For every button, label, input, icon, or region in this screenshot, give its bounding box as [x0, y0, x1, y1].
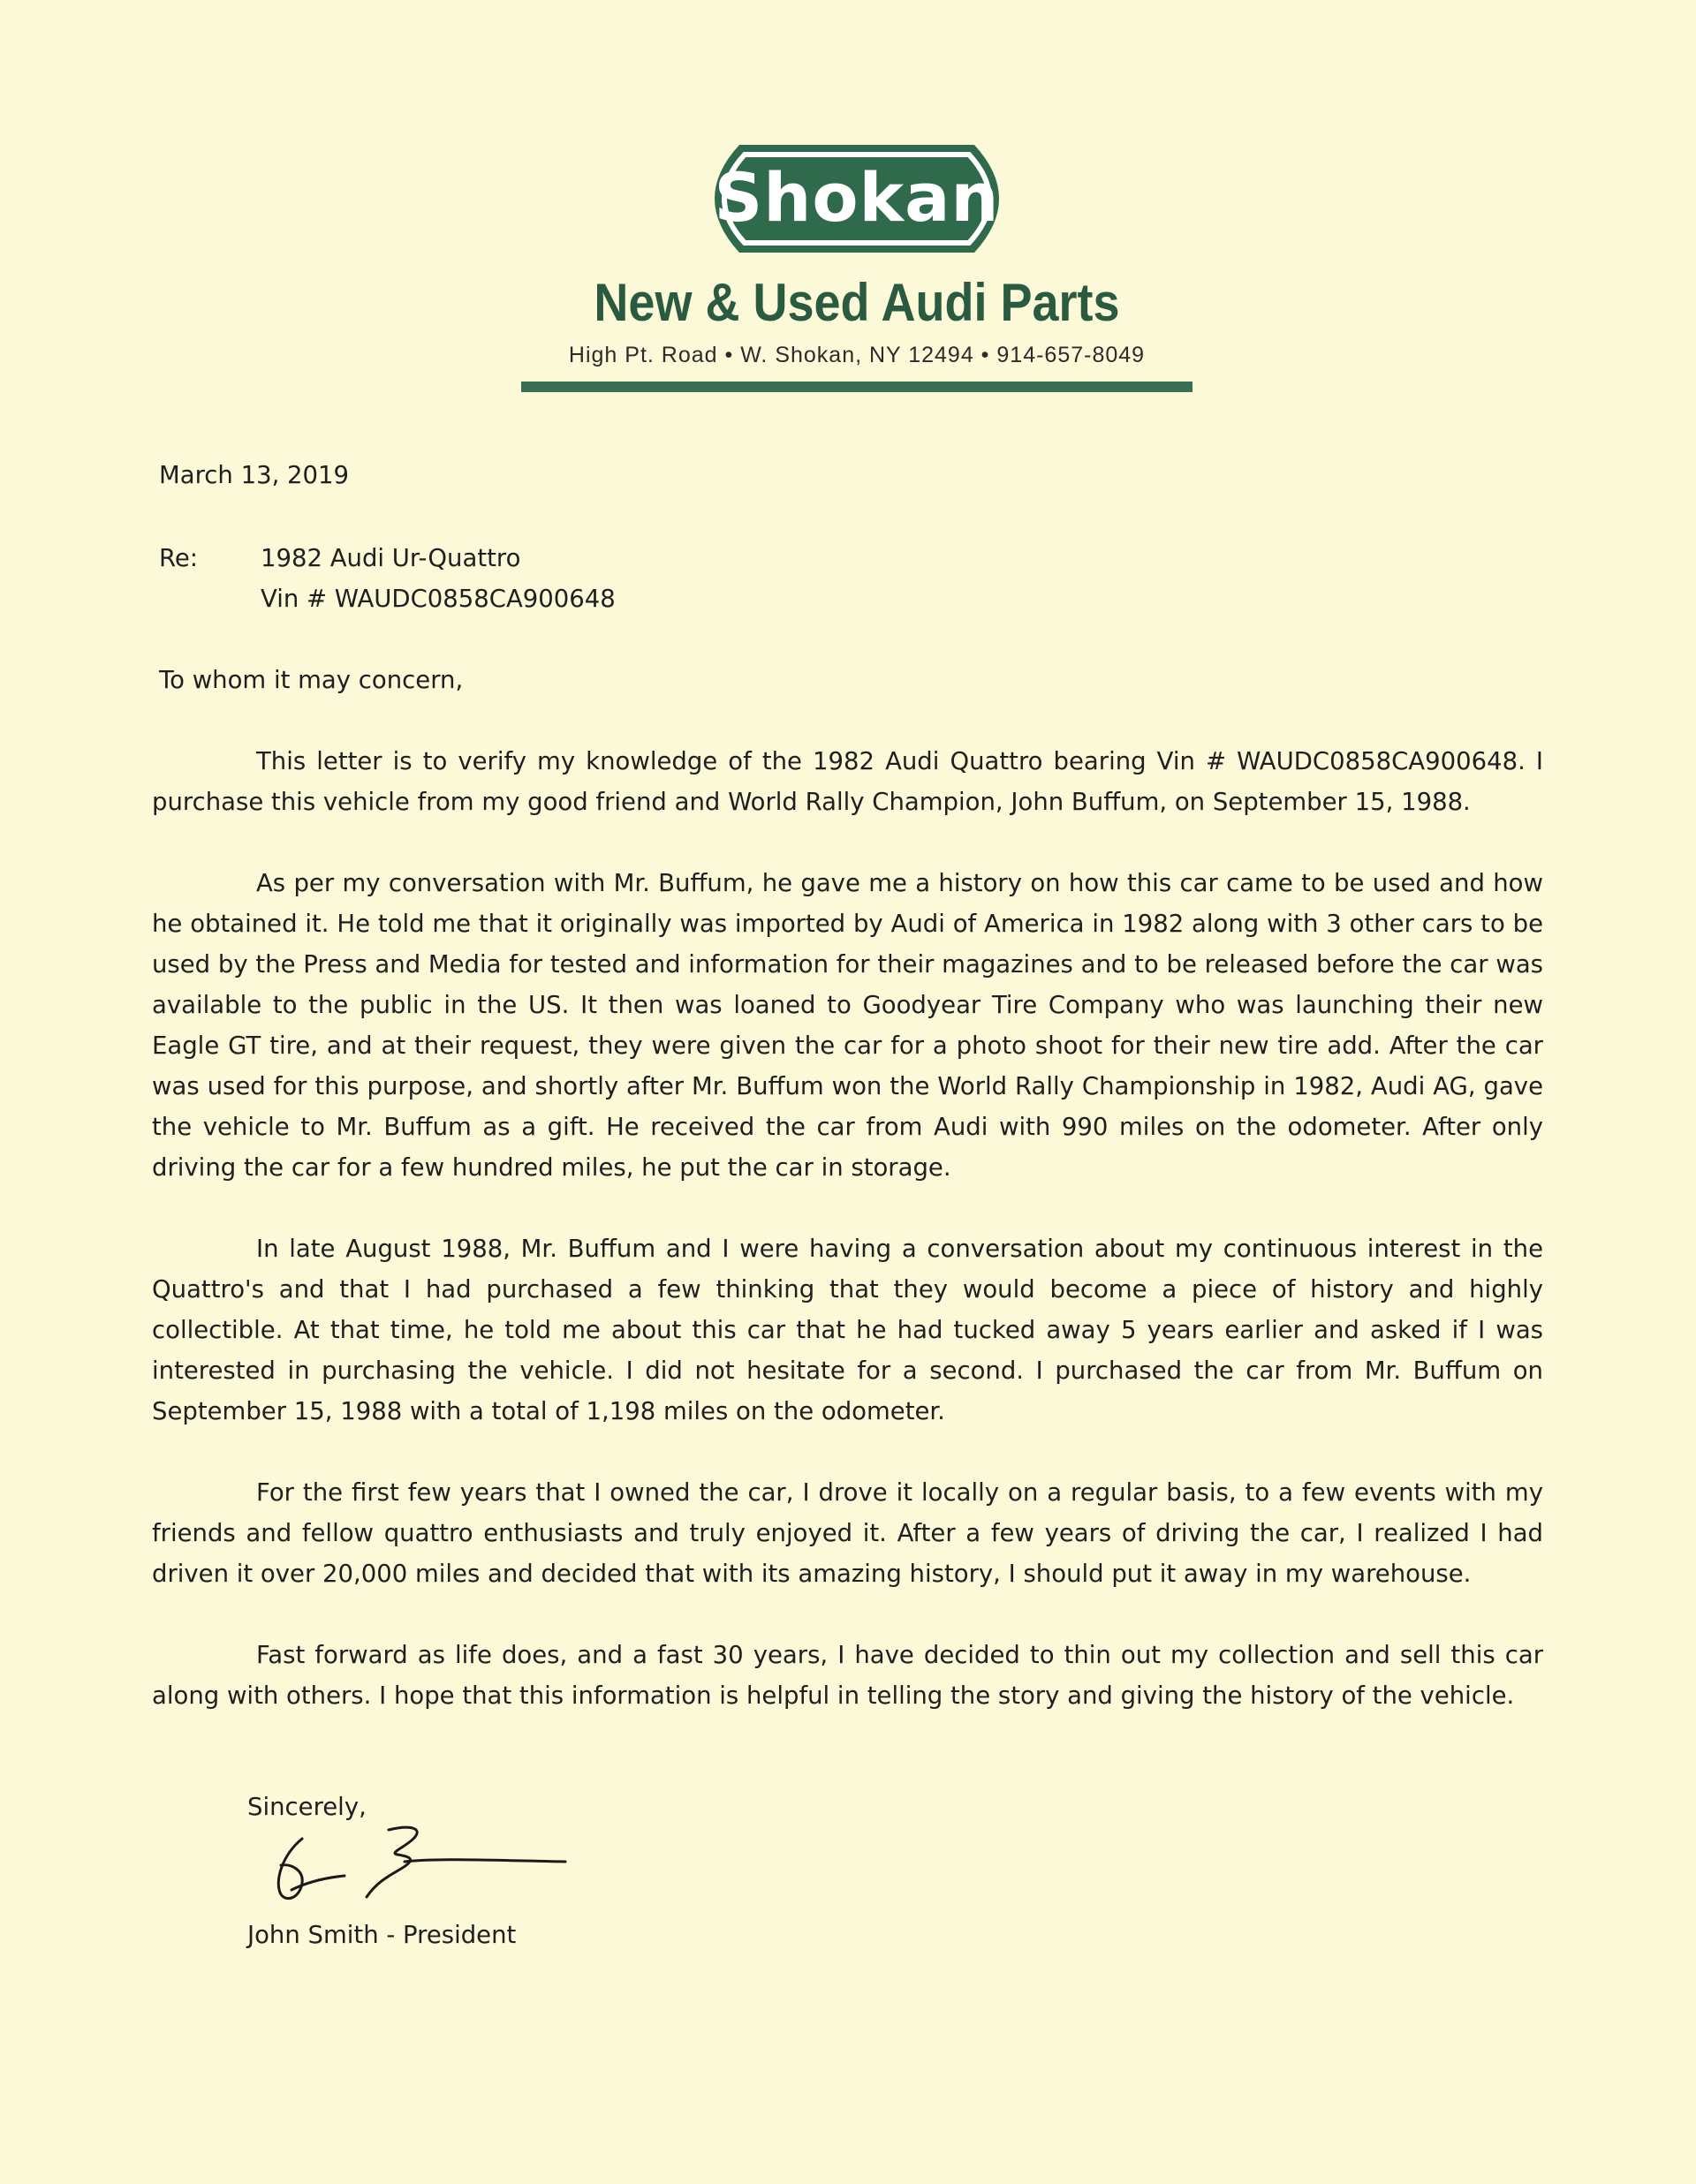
company-address: High Pt. Road • W. Shokan, NY 12494 • 914-657-8049: [568, 343, 1146, 367]
paragraph-3: In late August 1988, Mr. Buffum and I were having a conversation about my continuous interest in the Quattro's and that I had purchased a few thinking that they would become a piece of history and highly collectible. At that time, he told me about this car that he had tucked away 5 years earlier and asked if I was interested in purchasing the vehicle. I did not hesitate for a second. I purchased the car from Mr. Buffum on September 15, 1988 with a total of 1,198 miles on the odometer.: [152, 1235, 1543, 1425]
shokan-logo: [686, 141, 1027, 256]
closing-block: [247, 1793, 689, 1969]
re-label: Re:: [159, 544, 199, 572]
letter-date: March 13, 2019: [159, 461, 350, 489]
re-lines: [261, 538, 616, 619]
signature-image: [256, 1819, 574, 1916]
company-title: New & Used Audi Parts: [594, 273, 1120, 332]
paragraph-2: As per my conversation with Mr. Buffum, he gave me a history on how this car came to be used and how he obtained it. He told me that it originally was imported by Audi of America in 1982 along with 3 other cars to be used by the Press and Media for tested and information for their magazines and to be released before the car was available to the public in the US. It then was loaned to Goodyear Tire Company who was launching their new Eagle GT tire, and at their request, they were given the car for a photo shoot for their new tire add. After the car was used for this purpose, and shortly after Mr. Buffum won the World Rally Championship in 1982, Audi AG, gave the vehicle to Mr. Buffum as a gift. He received the car from Audi with 990 miles on the odometer. After only driving the car for a few hundred miles, he put the car in storage.: [152, 869, 1543, 1182]
signer-name: John Smith - President: [247, 1921, 517, 1949]
logo-text: Shokan: [714, 158, 1000, 237]
paragraph-1: This letter is to verify my knowledge of the 1982 Audi Quattro bearing Vin # WAUDC0858CA900648. I purchase this vehicle from my good friend and World Rally Champion, John Buffum, on September 15, 1988.: [152, 747, 1543, 816]
letter-body: [152, 455, 1543, 1757]
letterhead-rule: [521, 382, 1192, 392]
salutation: To whom it may concern,: [159, 666, 464, 694]
paragraph-4: For the first few years that I owned the car, I drove it locally on a regular basis, to a few events with my friends and fellow quattro enthusiasts and truly enjoyed it. After a few years of driving the car, I realized I had driven it over 20,000 miles and decided that with its amazing history, I should put it away in my warehouse.: [152, 1478, 1543, 1588]
letterhead: [512, 141, 1201, 397]
re-vehicle: 1982 Audi Ur-Quattro: [261, 544, 521, 572]
paragraph-5: Fast forward as life does, and a fast 30 years, I have decided to thin out my collection and sell this car along with others. I hope that this information is helpful in telling the story and giving the history of the vehicle.: [152, 1641, 1543, 1710]
closing-text: Sincerely,: [247, 1793, 367, 1821]
re-block: [159, 538, 1543, 619]
re-vin: Vin # WAUDC0858CA900648: [261, 585, 616, 613]
